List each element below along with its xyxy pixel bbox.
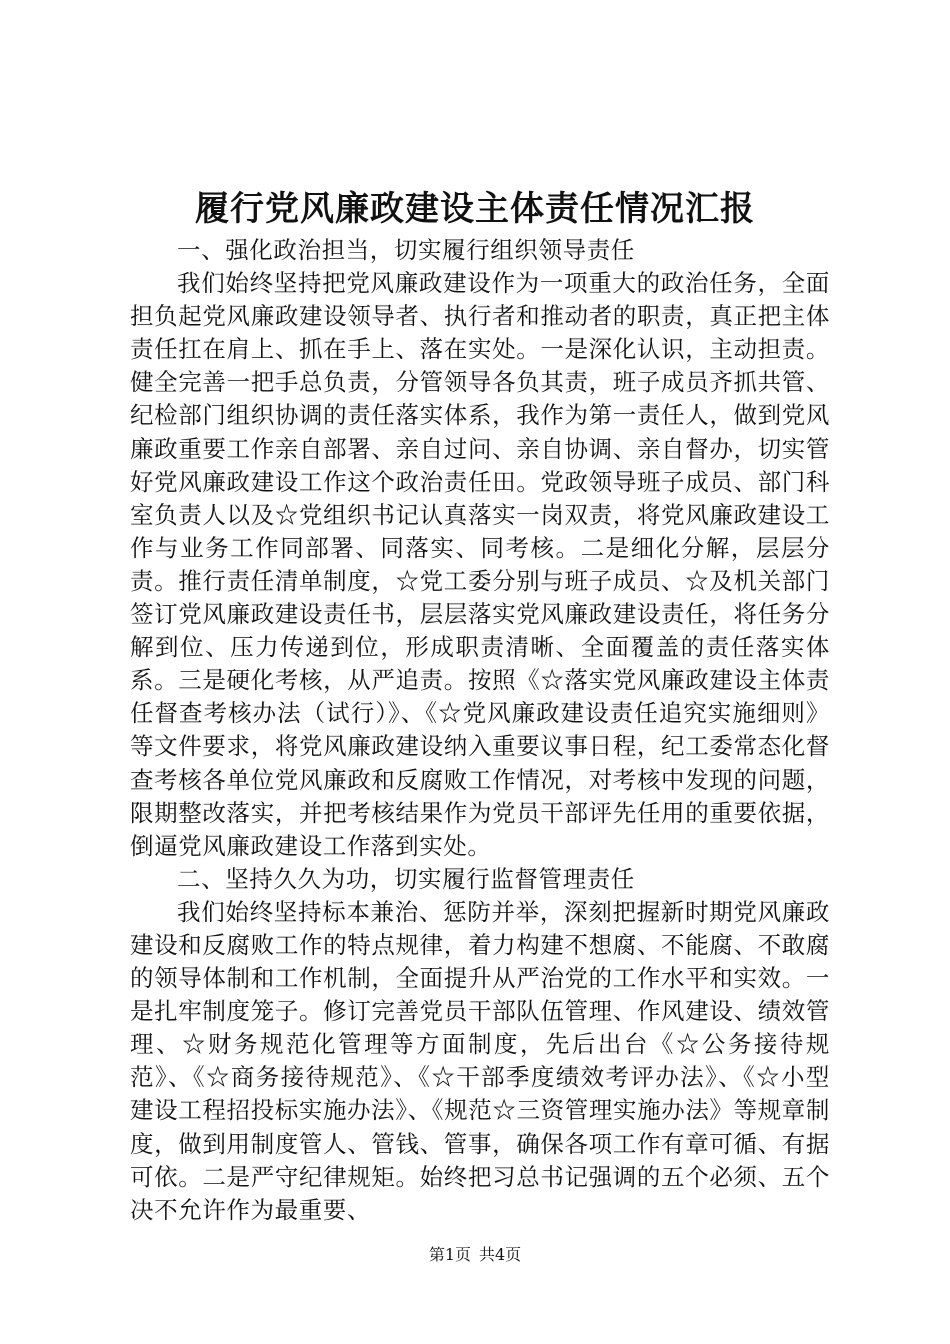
paragraph-2: 我们始终坚持标本兼治、惩防并举，深刻把握新时期党风廉政建设和反腐败工作的特点规律，着力构建不想腐、不能腐、不敢腐的领导体制和工作机制，全面提升从严治党的工作水平和实效。一是扎牢制度笼子。修订完善党员干部队伍管理、作风建设、绩效管理、☆财务规范化管理等方面制度，先后出台《☆公务接待规范》、《☆商务接待规范》、《☆干部季度绩效考评办法》、《☆小型建设工程招投标实施办法》、《规范☆三资管理实施办法》等规章制度，做到用制度管人、管钱、管事，确保各项工作有章可循、有据可依。二是严守纪律规矩。始终把习总书记强调的五个必须、五个决不允许作为最重要、 — [130, 897, 830, 1224]
page-footer — [0, 1244, 950, 1266]
document-title: 履行党风廉政建设主体责任情况汇报 — [195, 189, 755, 229]
page-total: 共4页 — [479, 1245, 522, 1264]
page-number: 第1页 — [428, 1245, 471, 1264]
section-heading-2: 二、坚持久久为功，切实履行监督管理责任 — [177, 864, 635, 893]
document-body — [130, 234, 830, 1227]
paragraph-1: 我们始终坚持把党风廉政建设作为一项重大的政治任务，全面担负起党风廉政建设领导者、执行者和推动者的职责，真正把主体责任扛在肩上、抓在手上、落在实处。一是深化认识，主动担责。健全完善一把手总负责，分管领导各负其责，班子成员齐抓共管、纪检部门组织协调的责任落实体系，我作为第一责任人，做到党风廉政重要工作亲自部署、亲自过问、亲自协调、亲自督办，切实管好党风廉政建设工作这个政治责任田。党政领导班子成员、部门科室负责人以及☆党组织书记认真落实一岗双责，将党风廉政建设工作与业务工作同部署、同落实、同考核。二是细化分解，层层分责。推行责任清单制度，☆党工委分别与班子成员、☆及机关部门签订党风廉政建设责任书，层层落实党风廉政建设责任，将任务分解到位、压力传递到位，形成职责清晰、全面覆盖的责任落实体系。三是硬化考核，从严追责。按照《☆落实党风廉政建设主体责任督查考核办法（试行）》、《☆党风廉政建设责任追究实施细则》等文件要求，将党风廉政建设纳入重要议事日程，纪工委常态化督查考核各单位党风廉政和反腐败工作情况，对考核中发现的问题，限期整改落实，并把考核结果作为党员干部评先任用的重要依据，倒逼党风廉政建设工作落到实处。 — [130, 269, 830, 860]
section-heading-1: 一、强化政治担当，切实履行组织领导责任 — [177, 236, 635, 264]
